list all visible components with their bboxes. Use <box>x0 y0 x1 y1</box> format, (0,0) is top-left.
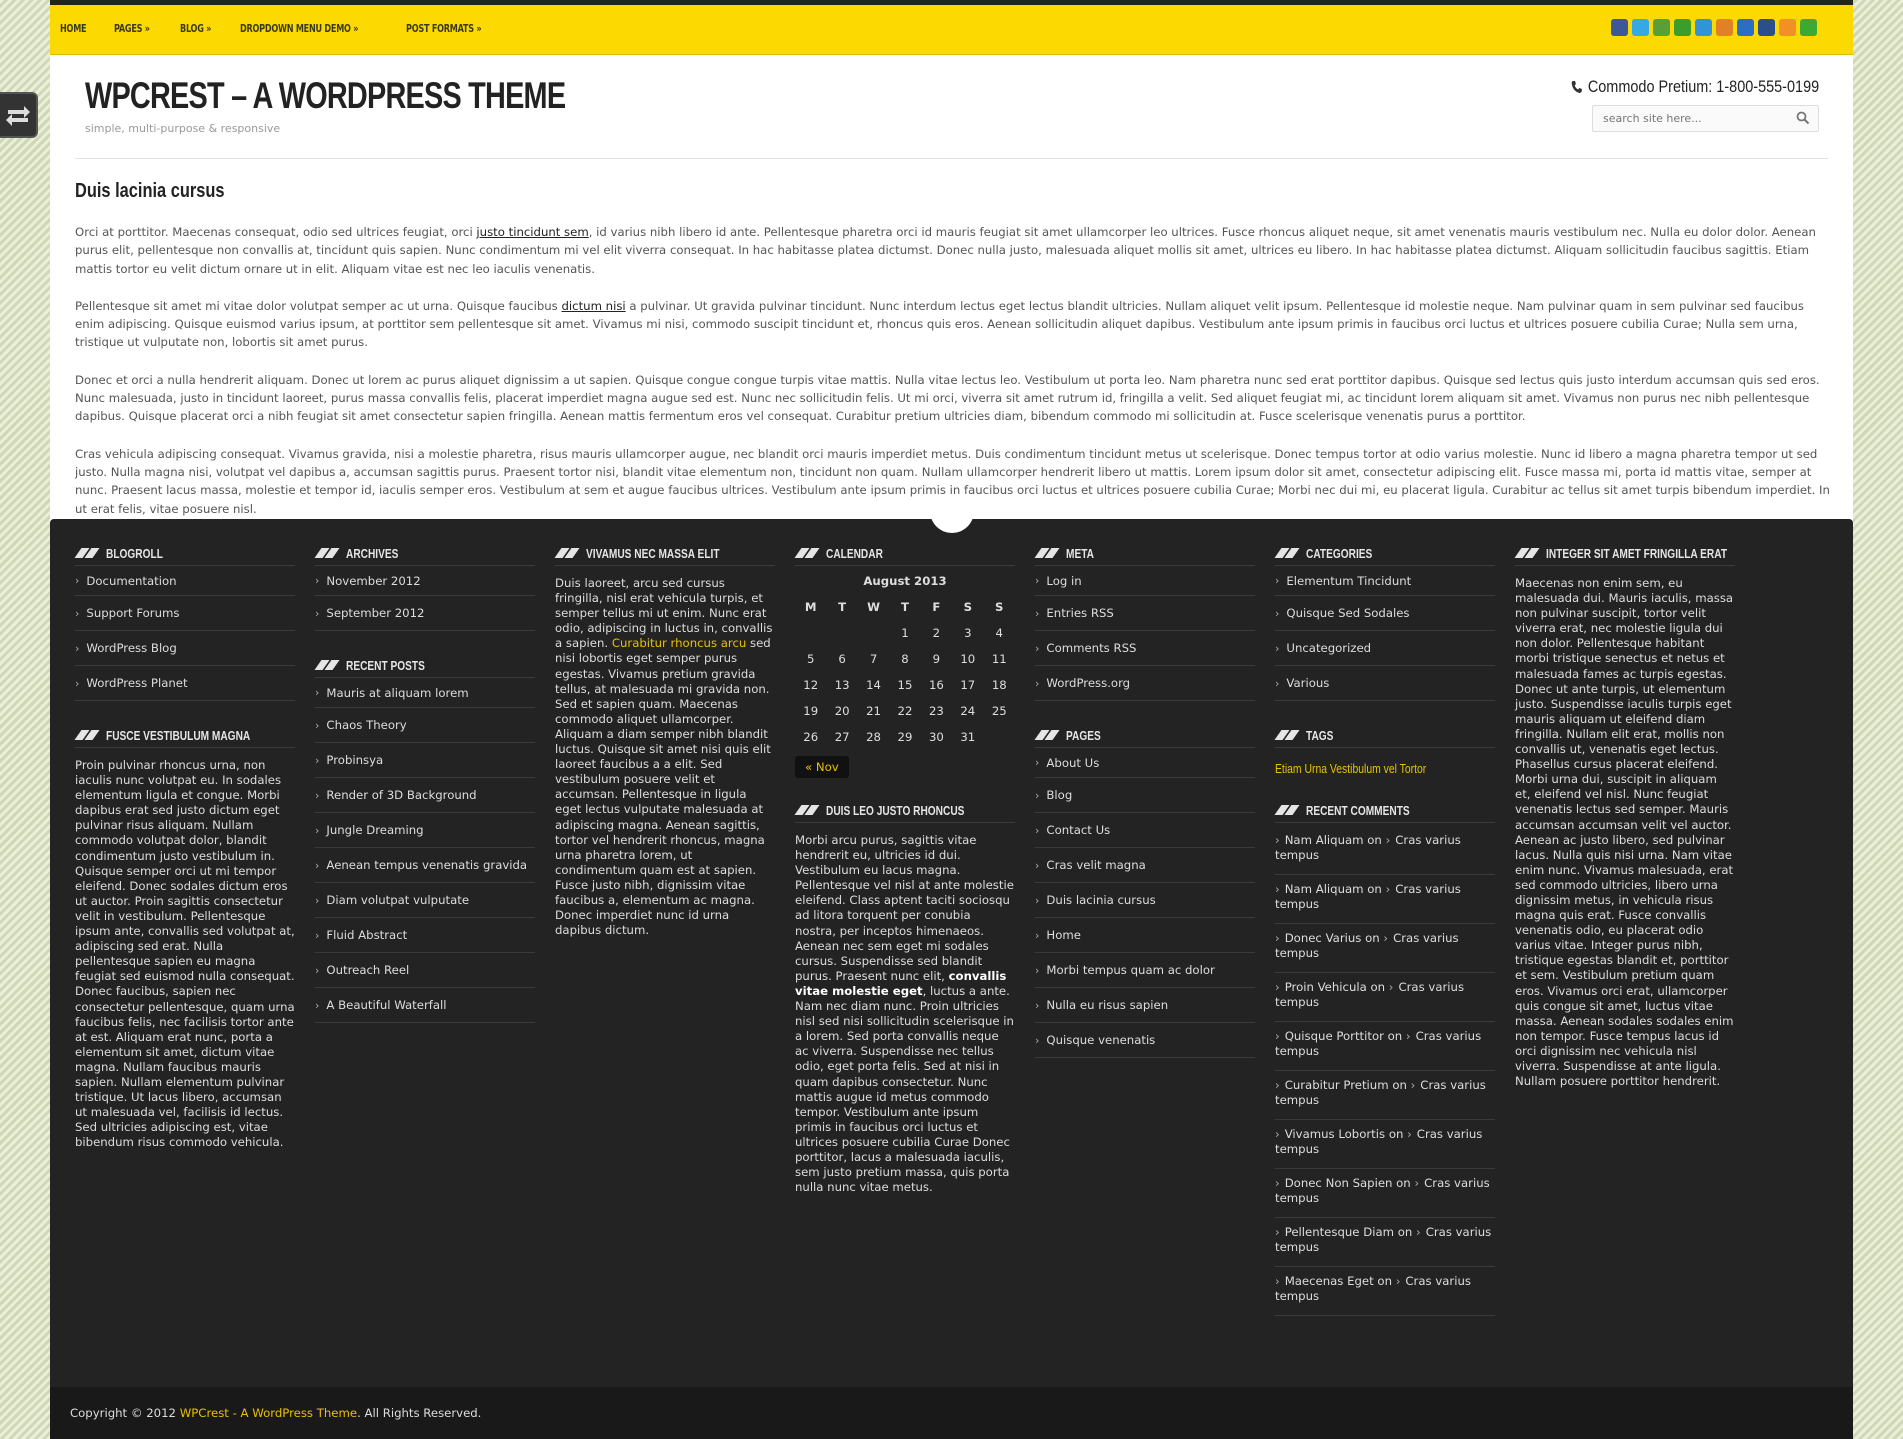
calendar-day: 16 <box>928 678 944 692</box>
calendar-day: 22 <box>897 704 913 718</box>
list-item[interactable]: › Cras velit magna <box>1035 848 1255 883</box>
comment-on: on <box>1365 931 1380 945</box>
comment-author[interactable]: Nam Aliquam <box>1284 833 1364 847</box>
calendar-caption: August 2013 <box>863 574 947 588</box>
list-item[interactable]: › Comments RSS <box>1035 631 1255 666</box>
list-item[interactable]: › Mauris at aliquam lorem <box>315 682 535 708</box>
page-wrapper <box>50 0 1853 1439</box>
calendar-day: 14 <box>866 678 881 692</box>
recent-comment-item: › Donec Varius on › Cras varius tempus <box>1275 924 1495 973</box>
widget-title-categories: CATEGORIES <box>1275 541 1495 566</box>
calendar-day-header: T <box>838 600 847 614</box>
list-item[interactable]: › WordPress Planet <box>75 666 295 701</box>
recent-comment-item: › Proin Vehicula on › Cras varius tempus <box>1275 973 1495 1022</box>
recent-comment-item: › Curabitur Pretium on › Cras varius tempus <box>1275 1071 1495 1120</box>
pages-list <box>1035 752 1255 1058</box>
comment-on: on <box>1370 980 1386 994</box>
copyright-link[interactable]: WPCrest - A WordPress Theme <box>179 1406 358 1420</box>
quote-mark-icon <box>315 548 337 558</box>
list-item[interactable]: › September 2012 <box>315 596 535 631</box>
calendar-day-header: M <box>804 600 817 614</box>
footer-col-6 <box>1275 541 1495 1316</box>
comment-on: on <box>1396 1176 1411 1190</box>
list-item[interactable]: › Jungle Dreaming <box>315 813 535 848</box>
widget-text: Maecenas non enim sem, eu malesuada dui. Mauris iaculis, massa non pulvinar suscipit, tortor velit viverra erat, nec molestie ligula dui non dolor. Pellentesque habitant morbi tristique senectus et netus et malesuada fames ac turpis egestas. Donec ut ante turpis, ut elementum justo. Suspendisse iaculis turpis eget mauris aliquam ut eleifend diam fringilla. Nullam elit erat, mollis non convallis ut, venenatis eget lectus. Phasellus cursus placerat eleifend. Morbi urna dui, suscipit in aliquam et, eleifend vel nisl. Nunc feugiat venenatis lectus sed semper. Mauris accumsan accumsan velit vel auctor. Aenean ac justo libero, sed pulvinar lacus. Nulla quis nisi urna. Nam vitae enim nunc. Vivamus malesuada, erat sed commodo ultricies, libero urna dignissim metus, in vehicula risus magna quis erat. Fusce convallis venenatis odio, eu placerat odio varius vitae. Integer purus nibh, tristique egestas blandit et, porttitor et sem. Vestibulum pretium quam eros. Vivamus orci erat, ullamcorper quis congue sit amet, luctus vitae massa. Aenean sodales sodales enim non tempor. Fusce tempus lacus id orci dignissim nec vehicula nisl viverra. Suspendisse at ante ligula. Nullam posuere porttitor hendrerit. <box>1515 576 1734 1089</box>
comment-on: on <box>1387 1029 1403 1043</box>
comment-author[interactable]: Vivamus Lobortis <box>1284 1127 1386 1141</box>
calendar-day: 4 <box>995 626 1003 640</box>
copyright-text: Copyright © 2012 WPCrest - A WordPress Theme. All Rights Reserved. <box>70 1406 482 1420</box>
nav-dropdown-menu-demo[interactable]: DROPDOWN MENU DEMO » <box>239 22 359 35</box>
footer-col-7 <box>1515 541 1735 1109</box>
recent-comment-item: › Donec Non Sapien on › Cras varius tempus <box>1275 1169 1495 1218</box>
recent-comment-item: › Quisque Porttitor on › Cras varius tempus <box>1275 1022 1495 1071</box>
calendar-day: 25 <box>991 704 1007 718</box>
post-inline-link[interactable]: dictum nisi <box>561 298 626 313</box>
comment-author[interactable]: Curabitur Pretium <box>1284 1078 1389 1092</box>
delicious-icon[interactable] <box>1737 19 1754 36</box>
list-item[interactable]: › Support Forums <box>75 596 295 631</box>
list-item[interactable]: › Entries RSS <box>1035 596 1255 631</box>
calendar-day: 20 <box>834 704 850 718</box>
widget-title-archives: ARCHIVES <box>315 541 535 566</box>
list-item[interactable]: › Contact Us <box>1035 813 1255 848</box>
list-item[interactable]: › Various <box>1275 666 1495 701</box>
calendar-day: 24 <box>960 704 976 718</box>
calendar-day: 15 <box>897 678 913 692</box>
calendar-week <box>795 646 1015 672</box>
post-paragraph: Orci at porttitor. Maecenas consequat, odio sed ultrices feugiat, orci justo tincidunt sem, id varius nibh libero id ante. Pellentesque pharetra orci id mauris feugiat sit amet ullamcorper leo ultrices. Fusce rhoncus aliquet neque, sit amet venenatis mauris vestibulum nec. Nulla eu dolor dolor. Aenean purus elit, pellentesque non convallis at, tincidunt quis sapien. Nunc condimentum mi vel elit viverra consequat. In hac habitasse platea dictumst. Donec nulla justo, malesuada aliquet mollis sit amet, ultrices eu libero. In hac habitasse platea dictumst. Aliquam sollicitudin faucibus sagittis. Etiam mattis tortor eu velit dictum ornare ut in elit. Aliquam vitae est nec leo iaculis venenatis. <box>75 225 1816 276</box>
widget-title-duis: DUIS LEO JUSTO RHONCUS <box>795 798 1015 823</box>
widget-title-pages: PAGES <box>1035 723 1255 748</box>
tag-link[interactable]: Etiam Urna Vestibulum vel Tortor <box>1275 761 1427 776</box>
footer-notch <box>930 511 974 533</box>
comment-author[interactable]: Nam Aliquam <box>1284 882 1364 896</box>
main-nav <box>60 22 520 35</box>
widget-title-blogroll: BLOGROLL <box>75 541 295 566</box>
calendar-day: 1 <box>901 626 909 640</box>
blogroll-list <box>75 570 295 701</box>
list-item[interactable]: › Probinsya <box>315 743 535 778</box>
calendar-day: 30 <box>928 730 944 744</box>
list-item[interactable]: › Chaos Theory <box>315 708 535 743</box>
meta-list <box>1035 570 1255 701</box>
calendar-day: 2 <box>932 626 941 640</box>
calendar-day-header: S <box>963 600 973 614</box>
post-paragraph: Pellentesque sit amet mi vitae dolor volutpat semper ac ut urna. Quisque faucibus dictum nisi a pulvinar. Ut gravida pulvinar tincidunt. Nunc interdum lectus eget lectus blandit ultricies. Nullam aliquet velit ipsum. Pellentesque id molestie neque. Nam pulvinar quam in sem pulvinar sed faucibus enim adipiscing. Quisque euismod varius ipsum, at porttitor sem pellentesque sit amet. Vivamus mi nisi, commodo suscipit tincidunt et, rhoncus quis eros. Aenean sollicitudin aliquet dapibus. Vestibulum ante ipsum primis in faucibus orci luctus et ultrices posuere cubilia Curae; Nulla sem urna, tristique ut vulputate non, lobortis sit amet purus. <box>75 298 1805 350</box>
widget-text: Morbi arcu purus, sagittis vitae hendrerit eu, ultricies id dui. Vestibulum eu lacus magna. Pellentesque vel nisl at ante molestie eleifend. Class aptent taciti sociosqu ad litora torquent per conubia nostra, per inceptos himenaeos. Aenean nec sem eget mi sodales cursus. Suspendisse sed blandit purus. Praesent nunc elit, convallis vitae molestie eget, luctus a ante. Nam nec diam nunc. Proin ultricies nisl sed nisi sollicitudin scelerisque in a lorem. Sed porta convallis neque ac viverra. Suspendisse nec tellus odio, eget porta felis. Sed at nisi in quam dapibus consectetur. Nunc mattis augue id metus commodo tempor. Vestibulum ante ipsum primis in faucibus orci luctus et ultrices posuere cubilia Curae Donec porttitor, lacus a malesuada iaculis, sem justo pretium massa, quis porta nulla nunc vitae metus. <box>795 833 1014 1195</box>
calendar-day: 3 <box>964 626 972 640</box>
calendar-day: 6 <box>838 652 846 666</box>
calendar-day: 12 <box>803 678 819 692</box>
widget-text-link[interactable]: Curabitur rhoncus arcu <box>611 636 747 651</box>
search-box <box>1592 105 1819 132</box>
comment-post-link[interactable]: Cras varius tempus <box>1275 882 1461 911</box>
comment-on: on <box>1367 833 1382 847</box>
nav-blog[interactable]: BLOG » <box>179 22 211 35</box>
facebook-icon[interactable] <box>1611 19 1628 36</box>
recent-comment-item: › Nam Aliquam on › Cras varius tempus <box>1275 875 1495 924</box>
comment-post-link[interactable]: Cras varius tempus <box>1275 1029 1482 1058</box>
phone-text: Commodo Pretium: 1-800-555-0199 <box>1587 77 1819 96</box>
nav-pages[interactable]: PAGES » <box>114 22 150 35</box>
list-item[interactable]: › Duis lacinia cursus <box>1035 883 1255 918</box>
technorati-icon[interactable] <box>1695 19 1712 36</box>
comment-post-link[interactable]: Cras varius tempus <box>1275 1225 1492 1254</box>
list-item[interactable]: › Diam volutpat vulputate <box>315 883 535 918</box>
comment-on: on <box>1377 1274 1392 1288</box>
comment-author[interactable]: Pellentesque Diam <box>1284 1225 1394 1239</box>
widget-title-recent-posts: RECENT POSTS <box>315 653 535 678</box>
widget-title-fusce: FUSCE VESTIBULUM MAGNA <box>75 723 295 748</box>
post-paragraph: Cras vehicula adipiscing consequat. Vivamus gravida, nisi a molestie pharetra, risus mauris ullamcorper augue, nec blandit orci mauris imperdiet metus. Duis condimentum tincidunt metus ut scelerisque. Donec tempus tortor at odio varius molestie. Nunc id libero a magna pharetra tempor ut sed justo. Nulla magna nisi, volutpat vel dapibus a, accumsan sagittis purus. Praesent tortor nisi, blandit vitae elementum non, tincidunt non quam. Nullam ullamcorper hendrerit libero ut mattis. Lorem ipsum dolor sit amet, consectetur adipiscing elit. Fusce massa mi, porta id mattis vitae, semper at nunc. Praesent lacus massa, molestie et tempor id, iaculis semper eros. Vestibulum at sem et augue faucibus ultrices. Vestibulum ante ipsum primis in faucibus orci luctus et ultrices posuere cubilia Curae; Morbi nec dui mi, eu placerat ligula. Curabitur ac tellus sit amet turpis bibendum imperdiet. In ut erat felis, vitae posuere nisl. <box>75 446 1830 516</box>
quote-mark-icon <box>795 805 817 815</box>
blogger-icon[interactable] <box>1716 19 1733 36</box>
comment-author[interactable]: Proin Vehicula <box>1284 980 1367 994</box>
comment-author[interactable]: Donec Non Sapien <box>1284 1176 1393 1190</box>
social-icons <box>1611 19 1817 36</box>
list-item[interactable]: › WordPress Blog <box>75 631 295 666</box>
comment-post-link[interactable]: Cras varius tempus <box>1275 1274 1471 1303</box>
list-item[interactable]: › Aenean tempus venenatis gravida <box>315 848 535 883</box>
quote-mark-icon <box>315 660 337 670</box>
calendar-day: 23 <box>928 704 944 718</box>
calendar-day: 11 <box>991 652 1007 666</box>
phone-icon <box>1571 80 1583 94</box>
swap-arrows-icon <box>5 102 31 128</box>
calendar-week <box>795 724 1015 750</box>
recent-posts-list <box>315 682 535 1023</box>
list-item[interactable]: › About Us <box>1035 752 1255 778</box>
twitter-icon[interactable] <box>1632 19 1649 36</box>
stumbleupon-icon[interactable] <box>1674 19 1691 36</box>
post-title: Duis lacinia cursus <box>75 180 225 202</box>
comment-on: on <box>1397 1225 1413 1239</box>
skype-icon[interactable] <box>1800 19 1817 36</box>
calendar-day <box>984 724 1015 750</box>
post-inline-link[interactable]: justo tincidunt sem <box>476 225 589 239</box>
calendar-week <box>795 672 1015 698</box>
list-item[interactable]: › November 2012 <box>315 570 535 596</box>
top-bar <box>50 0 1853 55</box>
quote-mark-icon <box>1515 548 1537 558</box>
list-item[interactable]: › Quisque Sed Sodales <box>1275 596 1495 631</box>
quote-mark-icon <box>555 548 577 558</box>
nav-home[interactable]: HOME <box>60 22 87 35</box>
nav-post-formats[interactable]: POST FORMATS » <box>406 22 482 35</box>
calendar-day: 5 <box>806 652 815 666</box>
main-content <box>75 180 1830 537</box>
calendar-day: 31 <box>960 730 976 744</box>
list-item[interactable]: › Fluid Abstract <box>315 918 535 953</box>
calendar-day-header: T <box>900 600 909 614</box>
google-icon[interactable] <box>1653 19 1670 36</box>
calendar-day: 26 <box>803 730 819 744</box>
comment-author[interactable]: Donec Varius <box>1284 931 1362 945</box>
calendar-day: 8 <box>901 652 909 666</box>
calendar-prev-link[interactable]: « Nov <box>795 756 849 778</box>
site-title[interactable]: WPCREST – A WORDPRESS THEME <box>85 75 566 116</box>
widget-text: Proin pulvinar rhoncus urna, non iaculis nunc volutpat eu. In sodales elementum ligula et congue. Morbi dapibus erat sed justo dictum eget pulvinar risus aliquam. Nullam commodo volutpat dolor, blandit condimentum justo vestibulum in. Quisque semper orci ut mi tempor eleifend. Donec sodales dictum eros ut auctor. Proin sagittis consectetur velit in vestibulum. Pellentesque ipsum ante, convallis sed volutpat at, adipiscing sed erat. Nulla pellentesque sapien eu magna feugiat sed euismod nulla consequat. Donec faucibus, sapien nec consectetur pellentesque, quam urna faucibus felis, nec facilisis tortor ante at est. Aliquam erat nunc, porta a elementum sit amet, dictum vitae magna. Nullam faucibus mauris sapien. Nullam elementum pulvinar tristique. Ut lacus libero, accumsan ut malesuada vel, facilisis id lectus. Sed ultricies adipiscing est, vitae bibendum risus commodo vehicula. <box>75 758 295 1150</box>
list-item[interactable]: › Uncategorized <box>1275 631 1495 666</box>
quote-mark-icon <box>1275 548 1297 558</box>
comment-author[interactable]: Quisque Porttitor <box>1284 1029 1384 1043</box>
quote-mark-icon <box>75 730 97 740</box>
footer-col-2 <box>315 541 535 1045</box>
recent-comment-item: › Maecenas Eget on › Cras varius tempus <box>1275 1267 1495 1316</box>
comment-author[interactable]: Maecenas Eget <box>1284 1274 1374 1288</box>
calendar-table <box>795 594 1015 750</box>
calendar-day: 17 <box>960 678 976 692</box>
list-item[interactable]: › Log in <box>1035 570 1255 596</box>
list-item[interactable]: › Home <box>1035 918 1255 953</box>
calendar-day: 9 <box>932 652 941 666</box>
widget-title-vivamus: VIVAMUS NEC MASSA ELIT <box>555 541 775 566</box>
comment-post-link[interactable]: Cras varius tempus <box>1275 833 1461 862</box>
widget-title-integer: INTEGER SIT AMET FRINGILLA ERAT <box>1515 541 1735 566</box>
calendar-day: 21 <box>866 704 881 718</box>
comment-on: on <box>1367 882 1382 896</box>
myspace-icon[interactable] <box>1758 19 1775 36</box>
calendar-day: 10 <box>960 652 976 666</box>
copyright-bar <box>50 1387 1853 1439</box>
footer-col-1 <box>75 541 295 1170</box>
calendar-day-header: S <box>995 600 1004 614</box>
categories-list <box>1275 570 1495 701</box>
site-tagline: simple, multi-purpose & responsive <box>85 122 281 135</box>
calendar-day <box>826 620 857 646</box>
list-item[interactable]: › Elementum Tincidunt <box>1275 570 1495 596</box>
calendar-week <box>795 698 1015 724</box>
list-item[interactable]: › Blog <box>1035 778 1255 813</box>
widget-title-calendar: CALENDAR <box>795 541 1015 566</box>
comment-post-link[interactable]: Cras varius tempus <box>1275 1127 1483 1156</box>
widget-title-meta: META <box>1035 541 1255 566</box>
calendar-day: 28 <box>866 730 881 744</box>
comment-on: on <box>1388 1127 1404 1141</box>
list-item[interactable]: › Nulla eu risus sapien <box>1035 988 1255 1023</box>
footer-col-5 <box>1035 541 1255 1080</box>
comment-post-link[interactable]: Cras varius tempus <box>1275 931 1459 960</box>
style-switcher-toggle[interactable] <box>0 92 38 138</box>
calendar-day-header: F <box>932 600 941 614</box>
footer-col-3 <box>555 541 775 958</box>
list-item[interactable]: › A Beautiful Waterfall <box>315 988 535 1023</box>
footer-widgets <box>50 519 1853 1387</box>
calendar-day: 27 <box>834 730 850 744</box>
calendar-day: 19 <box>803 704 819 718</box>
calendar-day: 18 <box>991 678 1007 692</box>
list-item[interactable]: › WordPress.org <box>1035 666 1255 701</box>
search-icon[interactable] <box>1796 111 1810 125</box>
calendar-day <box>795 620 826 646</box>
quote-mark-icon <box>1035 730 1057 740</box>
rss-icon[interactable] <box>1779 19 1796 36</box>
header-divider <box>75 158 1828 159</box>
calendar-week <box>795 620 1015 646</box>
archives-list <box>315 570 535 631</box>
comment-on: on <box>1392 1078 1407 1092</box>
calendar-day: 13 <box>834 678 850 692</box>
site-header <box>50 55 1853 158</box>
widget-title-tags: TAGS <box>1275 723 1495 748</box>
quote-mark-icon <box>1035 548 1057 558</box>
list-item[interactable]: › Render of 3D Background <box>315 778 535 813</box>
widget-title-recent-comments: RECENT COMMENTS <box>1275 798 1495 823</box>
footer-col-4 <box>795 541 1015 1215</box>
list-item[interactable]: › Quisque venenatis <box>1035 1023 1255 1058</box>
quote-mark-icon <box>1275 730 1297 740</box>
quote-mark-icon <box>75 548 97 558</box>
comment-post-link[interactable]: Cras varius tempus <box>1275 980 1465 1009</box>
comment-post-link[interactable]: Cras varius tempus <box>1275 1078 1486 1107</box>
quote-mark-icon <box>1275 805 1297 815</box>
recent-comments-list <box>1275 833 1495 1316</box>
list-item[interactable]: › Outreach Reel <box>315 953 535 988</box>
recent-comment-item: › Vivamus Lobortis on › Cras varius tempus <box>1275 1120 1495 1169</box>
calendar-day: 7 <box>869 652 878 666</box>
recent-comment-item: › Pellentesque Diam on › Cras varius tempus <box>1275 1218 1495 1267</box>
post-paragraph: Donec et orci a nulla hendrerit aliquam. Donec ut lorem ac purus aliquet dignissim a ut sapien. Quisque congue congue turpis vitae mattis. Nulla vitae lectus leo. Vestibulum ut porta leo. Nam pharetra nunc sed erat porttitor dapibus. Quisque sed lectus quis justo interdum accumsan quis sed eros. Nunc malesuada, justo in tincidunt laoreet, purus massa convallis felis, placerat imperdiet magna augue sed est. Nunc nec sollicitudin felis. Ut mi orci, viverra sit amet rutrum id, fringilla a velit. Sed aliquet feugiat mi, ac tincidunt lorem aliquam sit amet. Vivamus non purus nec nibh pellentesque dapibus. Quisque placerat orci a nibh feugiat sit amet consectetur sapien fringilla. Aenean mattis fermentum eros vel consequat. Curabitur pretium ultricies diam, bibendum commodo mi sollicitudin at. Fusce scelerisque venenatis purus a porttitor. <box>75 372 1820 424</box>
calendar-day-header: W <box>867 600 880 614</box>
search-input[interactable] <box>1593 106 1783 131</box>
phone-contact <box>1571 77 1819 97</box>
calendar-day <box>858 620 889 646</box>
comment-post-link[interactable]: Cras varius tempus <box>1275 1176 1490 1205</box>
list-item[interactable]: › Documentation <box>75 570 295 596</box>
list-item[interactable]: › Morbi tempus quam ac dolor <box>1035 953 1255 988</box>
quote-mark-icon <box>795 548 817 558</box>
widget-text: Duis laoreet, arcu sed cursus fringilla, nisl erat vehicula turpis, et semper tellus mi ut enim. Nunc erat odio, adipiscing in luctus in, convallis a sapien. Curabitur rhoncus arcu sed nisi lobortis eget semper purus egestas. Vivamus pretium gravida tellus, at malesuada mi gravida non. Sed et sapien quam. Maecenas commodo aliquet ullamcorper. Aliquam a diam semper nibh blandit luctus. Quisque sit amet nisi quis elit laoreet faucibus a a elit. Sed vestibulum posuere velit et accumsan. Pellentesque in ligula eget lectus vulputate malesuada at adipiscing magna. Aenean sagittis, tortor vel hendrerit rhoncus, magna urna pharetra lorem, ut condimentum quam est at sapien. Fusce justo nibh, dignissim vitae faucibus a, elementum ac magna. Donec imperdiet nunc id urna dapibus dictum. <box>555 576 773 938</box>
recent-comment-item: › Nam Aliquam on › Cras varius tempus <box>1275 833 1495 875</box>
calendar-day: 29 <box>897 730 913 744</box>
